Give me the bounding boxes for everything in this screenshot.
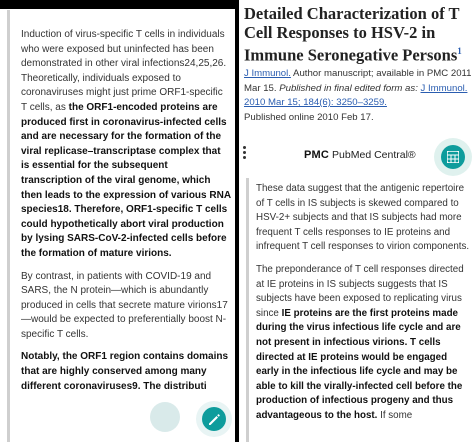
- citation-link[interactable]: J Immunol. 2010 Mar 15; 184(6): 3250–3259.: [244, 82, 468, 108]
- article-body-right: [256, 182, 472, 432]
- article-title-text: Detailed Characterization of T Cell Responses to HSV-2 in Immune Seronegative Persons: [244, 4, 460, 65]
- edit-button[interactable]: [196, 401, 232, 437]
- paragraph-bold-text: IE proteins are the first proteins made during the virus infectious life cycle and are not present in infectious virions. T cells directed at IE proteins would be engaged early in the infectious life cycle and may be able to kill the virally-infected cell before the production of infectious progeny and thus advantageous to the host.: [256, 307, 463, 421]
- status-bar: [0, 0, 235, 9]
- footnote-link[interactable]: 1: [457, 46, 462, 56]
- floating-button-shadow: [150, 402, 180, 432]
- manuscript-note: Author manuscript; available in PMC 2011 Mar 15.: [244, 68, 472, 94]
- grid-icon: [441, 145, 465, 169]
- published-label: Published in final edited form as:: [279, 82, 418, 94]
- paragraph-text: The preponderance of T cell responses directed at IE proteins in IS subjects suggests that IS subjects have been exposed to replicating virus since: [256, 263, 464, 319]
- paragraph: By contrast, in patients with COVID-19 and SARS, the N protein—which is abundantly produced in cells that secrete mature virions17—would be expected to preferentially boost N-specific T cells.: [21, 270, 228, 340]
- pmc-logo: [304, 147, 416, 163]
- paragraph: [256, 263, 472, 424]
- article-title: [244, 4, 472, 65]
- paragraph: [21, 350, 231, 394]
- quote-rule: [7, 10, 10, 442]
- paragraph-tail: If some: [377, 409, 413, 421]
- pmc-logo-text: PubMed Central®: [332, 149, 416, 161]
- pmc-logo-mark: PMC: [304, 149, 330, 161]
- paragraph-bold-text: Notably, the ORF1 region contains domains that are highly conserved among many different coronaviruses9. The distributi: [21, 351, 229, 392]
- more-vertical-icon[interactable]: [243, 146, 247, 161]
- paragraph: These data suggest that the antigenic repertoire of T cells in IS subjects is skewed compared to HSV-2+ subjects and that IS subjects had more frequent T cells responses to IE proteins and infrequent T cell responses to virion components.: [256, 183, 470, 253]
- article-body-left: [21, 28, 231, 402]
- paragraph: [21, 28, 231, 262]
- paragraph-text: Induction of virus-specific T cells in individuals who were exposed but uninfected has been demonstrated in other viral infections24,25,26. Theoretically, individuals exposed to coronaviruses might just prime ORF1-specific T cells, as: [21, 29, 227, 113]
- left-article-pane: [0, 0, 235, 442]
- published-online: Published online 2010 Feb 17.: [244, 111, 374, 123]
- paragraph-bold-text: the ORF1-encoded proteins are produced first in coronavirus-infected cells and are necessary for the formation of the viral replicase–transcriptase complex that is essential for the subsequent transcription of the viral genome, which then leads to the expression of various RNA species18. Therefore, ORF1-specific T cells could hypothetically abort viral production by lysing SARS-CoV-2-infected cells before the formation of mature virions.: [21, 101, 231, 259]
- quote-rule: [246, 178, 249, 442]
- grid-button[interactable]: [434, 138, 472, 176]
- right-article-pane: [239, 0, 474, 442]
- citation-meta: [244, 67, 472, 125]
- journal-link[interactable]: J Immunol.: [244, 68, 291, 79]
- pencil-icon: [202, 407, 226, 431]
